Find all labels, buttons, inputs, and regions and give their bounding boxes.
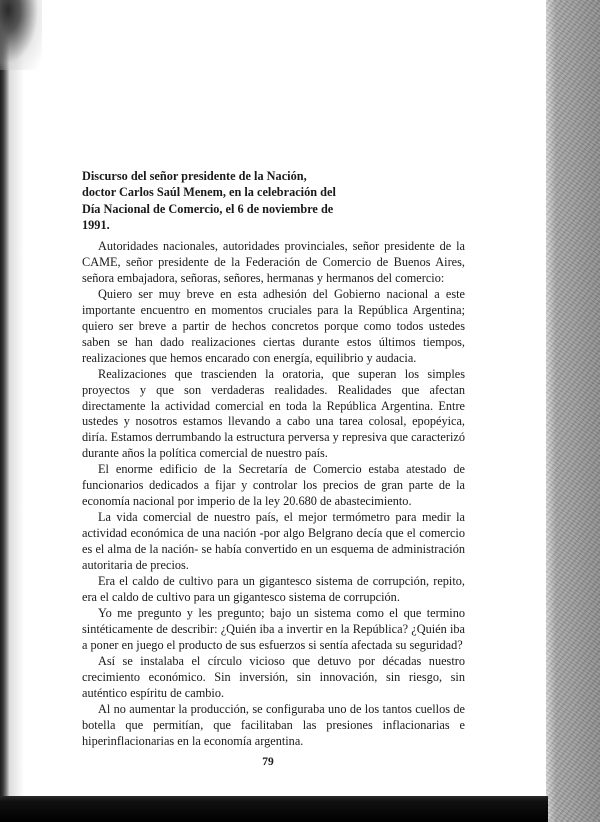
scan-bottom-edge — [0, 796, 548, 822]
paragraph: Yo me pregunto y les pregunto; bajo un sistema como el que termino sintéticamente de describir: ¿Quién iba a invertir en la República? ¿Quién iba a poner en juego el producto de sus esfuerzos si sentía afectada su seguridad? — [82, 605, 465, 652]
scan-binding-shadow — [10, 0, 24, 822]
scan-corner-smudge — [0, 0, 42, 70]
paragraph: El enorme edificio de la Secretaría de Comercio estaba atestado de funcionarios dedicados a fijar y controlar los precios de gran parte de la economía nacional por imperio de la ley 20.680 de abastecimiento. — [82, 462, 465, 509]
paragraph: Realizaciones que trascienden la oratoria, que superan los simples proyectos y que son verdaderas realidades. Realidades que afectan directamente la actividad comercial en toda la República Argentina. Entre ustedes y nosotros estamos llevando a cabo una tarea colosal, epopéyica, diría. Estamos derrumbando la estructura perversa y represiva que caracterizó durante años la política comercial de nuestro país. — [82, 366, 465, 461]
paragraph: Era el caldo de cultivo para un gigantesco sistema de corrupción, repito, era el caldo de cultivo para un gigantesco sistema de corrupción. — [82, 574, 465, 604]
scan-right-margin — [546, 0, 600, 822]
paragraph: Así se instalaba el círculo vicioso que detuvo por décadas nuestro crecimiento económico. Sin inversión, sin innovación, sin riesgo, sin auténtico espíritu de cambio. — [82, 653, 465, 700]
speech-body — [82, 239, 465, 750]
speech-heading: Discurso del señor presidente de la Nación, doctor Carlos Saúl Menem, en la celebración del Día Nacional de Comercio, el 6 de noviembre de 1991. — [82, 169, 336, 232]
scan-left-edge — [0, 0, 10, 822]
paragraph: Al no aumentar la producción, se configuraba uno de los tantos cuellos de botella que permitían, que facilitaban las presiones inflacionarias e hiperinflacionarias en la economía argentina. — [82, 701, 465, 748]
page-number: 79 — [262, 756, 274, 768]
paragraph: Autoridades nacionales, autoridades provinciales, señor presidente de la CAME, señor presidente de la Federación de Comercio de Buenos Aires, señora embajadora, señoras, señores, hermanas y hermanos del comercio: — [82, 239, 465, 285]
paragraph: La vida comercial de nuestro país, el mejor termómetro para medir la actividad económica de una nación -por algo Belgrano decía que el comercio es el alma de la nación- se había convertido en un esquema de administración autoritaria de precios. — [82, 510, 465, 573]
paragraph: Quiero ser muy breve en esta adhesión del Gobierno nacional a este importante encuentro en momentos cruciales para la República Argentina; quiero ser breve a partir de hechos concretos porque como todos ustedes saben se han dado realizaciones ciertas durante estos últimos tiempos, realizaciones que hemos encarado con energía, equilibrio y audacia. — [82, 286, 465, 365]
